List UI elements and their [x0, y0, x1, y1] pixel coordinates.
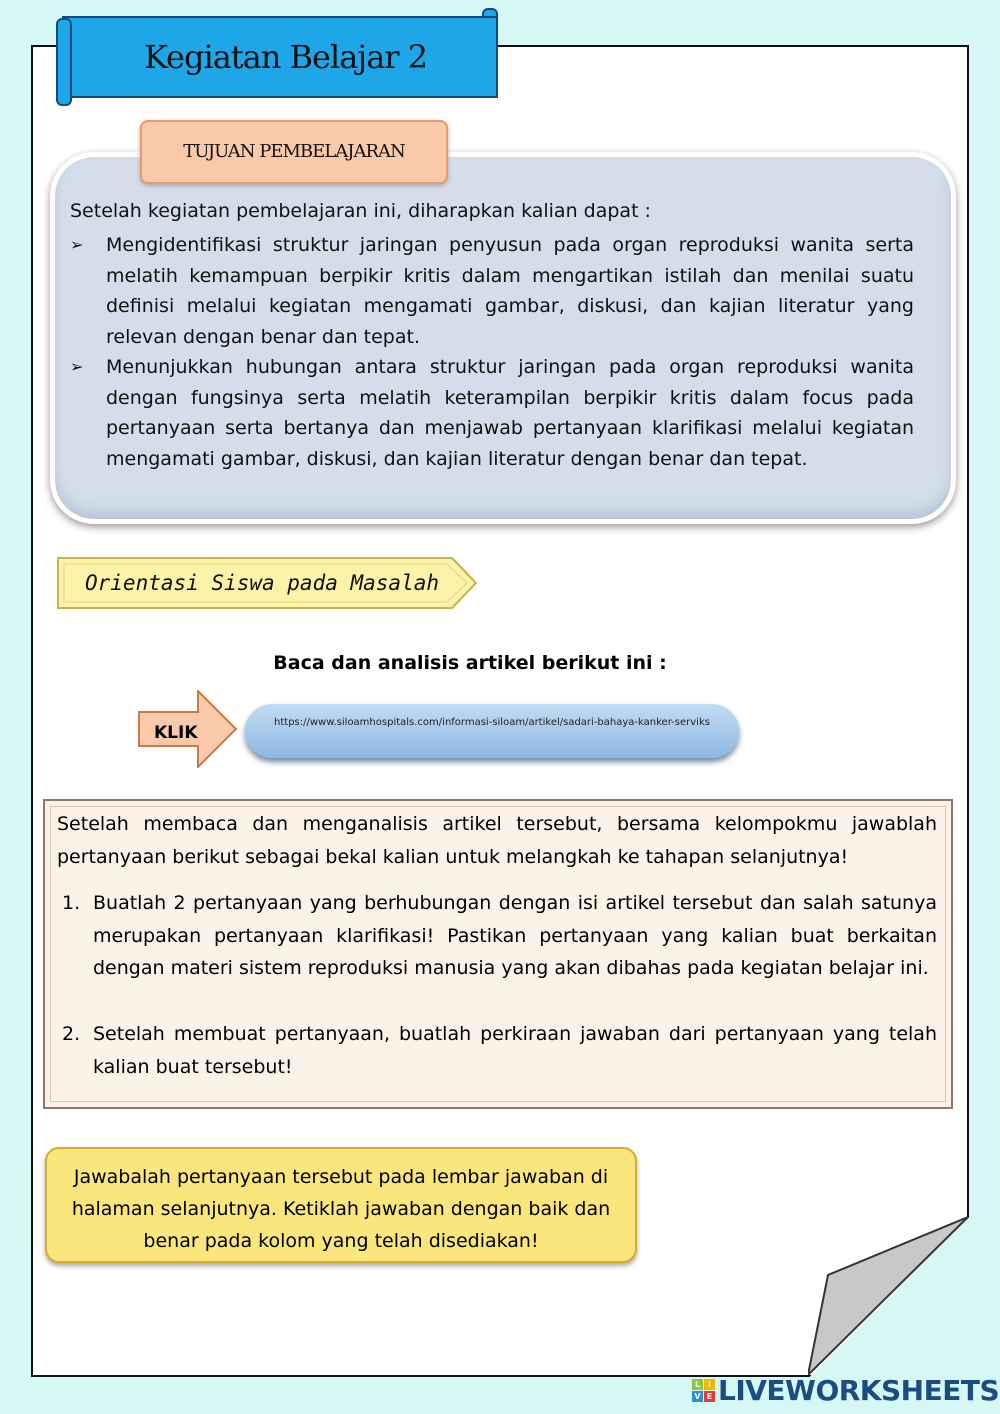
logo-text: LIVEWORKSHEETS	[718, 1374, 1000, 1407]
klik-label: KLIK	[154, 723, 198, 743]
questions-intro: Setelah membaca dan menganalisis artikel tersebut, bersama kelompokmu jawablah pertanyaan berikut sebagai bekal kalian untuk melangkah ke tahapan selanjutnya!	[57, 813, 937, 868]
page-title: Kegiatan Belajar 2	[144, 38, 428, 76]
goal-item: Mengidentifikasi struktur jaringan penyusun pada organ reproduksi wanita serta melatih kemampuan berpikir kritis dalam mengartikan istilah dan menilai suatu definisi melalui kegiatan mengamati gambar, diskusi, dan kajian literatur yang relevan dengan benar dan tepat.	[106, 234, 914, 348]
goal-item: Menunjukkan hubungan antara struktur jaringan pada organ reproduksi wanita dengan fungsinya serta melatih keterampilan berpikir kritis dalam focus pada pertanyaan serta bertanya dan menjawab pertanyaan klarifikasi melalui kegiatan mengamati gambar, diskusi, dan kajian literatur dengan benar dan tepat.	[106, 356, 914, 470]
banner-scroll-end	[56, 18, 72, 106]
question-item: Buatlah 2 pertanyaan yang berhubungan dengan isi artikel tersebut dan salah satunya merupakan pertanyaan klarifikasi! Pastikan pertanyaan yang kalian buat berkaitan dengan materi sistem reproduksi manusia yang akan dibahas pada kegiatan belajar ini.	[93, 892, 937, 979]
orientation-label: Orientasi Siswa pada Masalah	[85, 571, 440, 595]
title-banner	[62, 16, 498, 98]
question-number: 2.	[62, 1023, 81, 1045]
live-logo-icon: L I V E	[692, 1379, 715, 1402]
klik-arrow-button[interactable]	[138, 690, 238, 768]
read-prompt: Baca dan analisis artikel berikut ini :	[273, 652, 667, 674]
learning-goals-tag	[140, 120, 448, 184]
liveworksheets-logo	[692, 1374, 999, 1407]
question-item: Setelah membuat pertanyaan, buatlah perkiraan jawaban dari pertanyaan yang telah kalian buat tersebut!	[93, 1023, 937, 1078]
bullet-icon: ➢	[70, 357, 84, 376]
goals-tag-label: TUJUAN PEMBELAJARAN	[183, 141, 405, 162]
bullet-icon: ➢	[70, 235, 84, 254]
orientation-heading	[57, 557, 477, 609]
question-number: 1.	[62, 892, 81, 914]
folded-corner	[808, 1215, 968, 1375]
article-link[interactable]: https://www.siloamhospitals.com/informasi-siloam/artikel/sadari-bahaya-kanker-serviks	[245, 704, 739, 758]
goals-intro: Setelah kegiatan pembelajaran ini, diharapkan kalian dapat :	[70, 200, 651, 222]
instruction-note: Jawabalah pertanyaan tersebut pada lembar jawaban di halaman selanjutnya. Ketiklah jawaban dengan baik dan benar pada kolom yang telah disediakan!	[45, 1147, 637, 1263]
